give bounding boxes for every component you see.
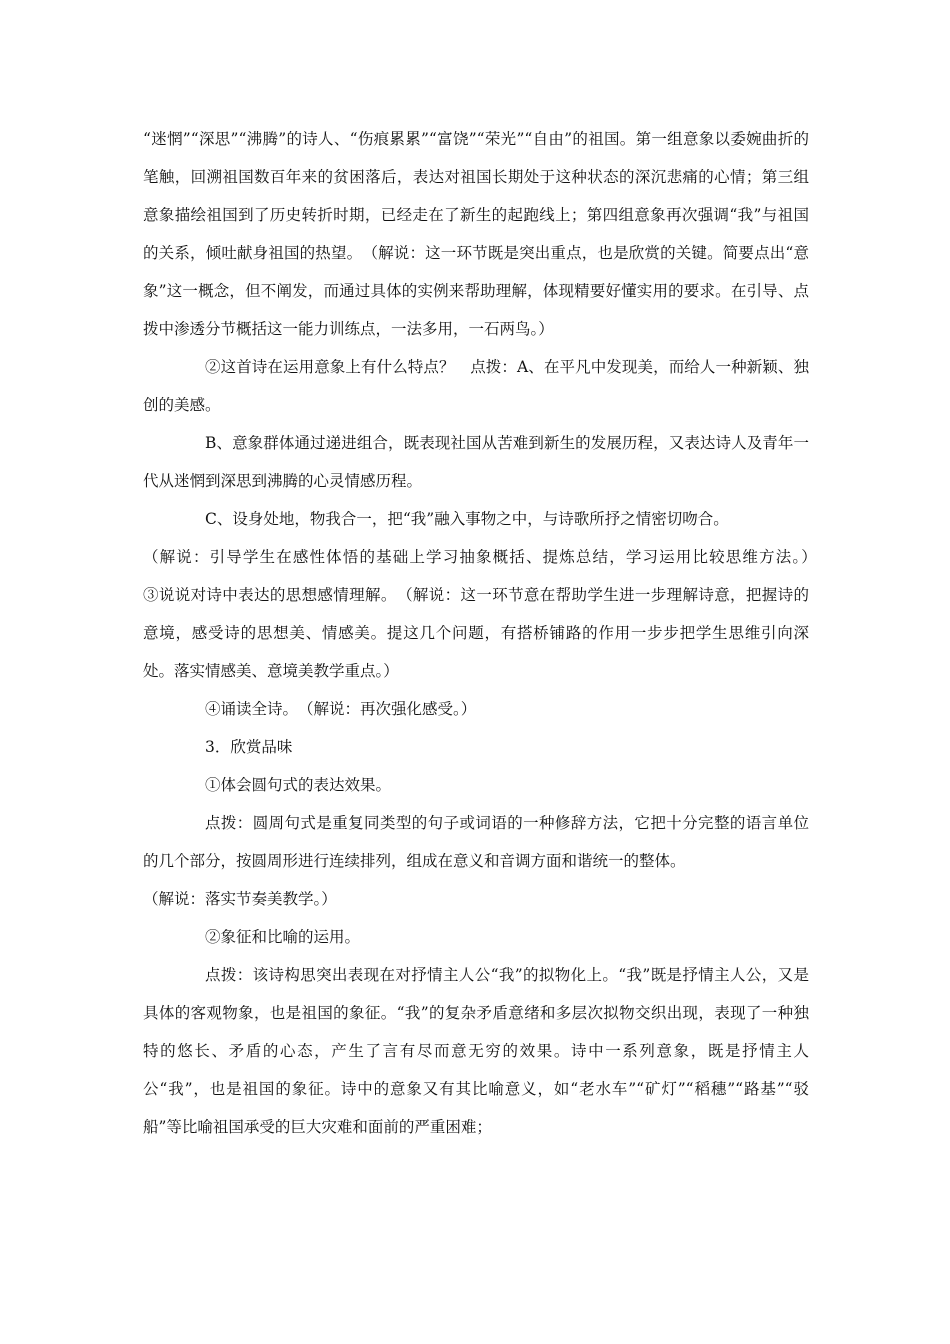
paragraph-explanation-question-3: （解说：引导学生在感性体悟的基础上学习抽象概括、提炼总结，学习运用比较思维方法。） ③说说对诗中表达的思想感情理解。 （解说：这一环节意在帮助学生进一步理解诗意，把握诗的意境，感受诗的思想美、情感美。提这几个问题，有搭桥铺路的作用一步步把学生思维引向深处。落实情感美、意境美教学重点。） — [143, 548, 841, 680]
paragraph-explanation-rhythm: （解说：落实节奏美教学。） — [143, 890, 337, 908]
paragraph-question-4: ④诵读全诗。 （解说：再次强化感受。） — [205, 700, 477, 718]
paragraph-point-c: C、设身处地，物我合一，把“我”融入事物之中，与诗歌所抒之情密切吻合。 — [205, 510, 729, 528]
paragraph-item-2: ②象征和比喻的运用。 — [205, 928, 361, 946]
paragraph-imagery-analysis: “迷惘”“深思”“沸腾”的诗人、“伤痕累累”“富饶”“荣光”“自由”的祖国。第一组意象以委婉曲折的笔触，回溯祖国数百年来的贫困落后，表达对祖国长期处于这种状态的深沉悲痛的心情；第三组意象描绘祖国到了历史转折时期，已经走在了新生的起跑线上；第四组意象再次强调“我”与祖国的关系，倾吐献身祖国的热望。 （解说：这一环节既是突出重点，也是欣赏的关键。简要点出“意象”这一概念，但不阐发，而通过具体的实例来帮助理解，体现精要好懂实用的要求。在引导、点拨中渗透分节概括这一能力训练点，一法多用，一石两鸟。） — [143, 130, 809, 338]
paragraph-point-b: B、意象群体通过递进组合，既表现社国从苦难到新生的发展历程，又表达诗人及青年一代从迷惘到深思到沸腾的心灵情感历程。 — [143, 434, 809, 490]
document-body — [143, 120, 841, 1146]
paragraph-hint-periodic-sentence: 点拨：圆周句式是重复同类型的句子或词语的一种修辞方法，它把十分完整的语言单位的几个部分，按圆周形进行连续排列，组成在意义和音调方面和谐统一的整体。 — [143, 814, 809, 870]
paragraph-question-2: ②这首诗在运用意象上有什么特点？ 点拨：A、在平凡中发现美，而给人一种新颖、独创的美感。 — [143, 358, 809, 414]
section-heading-appreciation: 3．欣赏品味 — [205, 738, 293, 756]
paragraph-item-1: ①体会圆句式的表达效果。 — [205, 776, 392, 794]
paragraph-hint-symbolism: 点拨：该诗构思突出表现在对抒情主人公“我”的拟物化上。“我”既是抒情主人公，又是具体的客观物象，也是祖国的象征。“我”的复杂矛盾意绪和多层次拟物交织出现，表现了一种独特的悠长、矛盾的心态，产生了言有尽而意无穷的效果。诗中一系列意象，既是抒情主人公“我”，也是祖国的象征。诗中的意象又有其比喻意义，如“老水车”“矿灯”“稻穗”“路基”“驳船”等比喻祖国承受的巨大灾难和面前的严重困难； — [143, 966, 809, 1136]
